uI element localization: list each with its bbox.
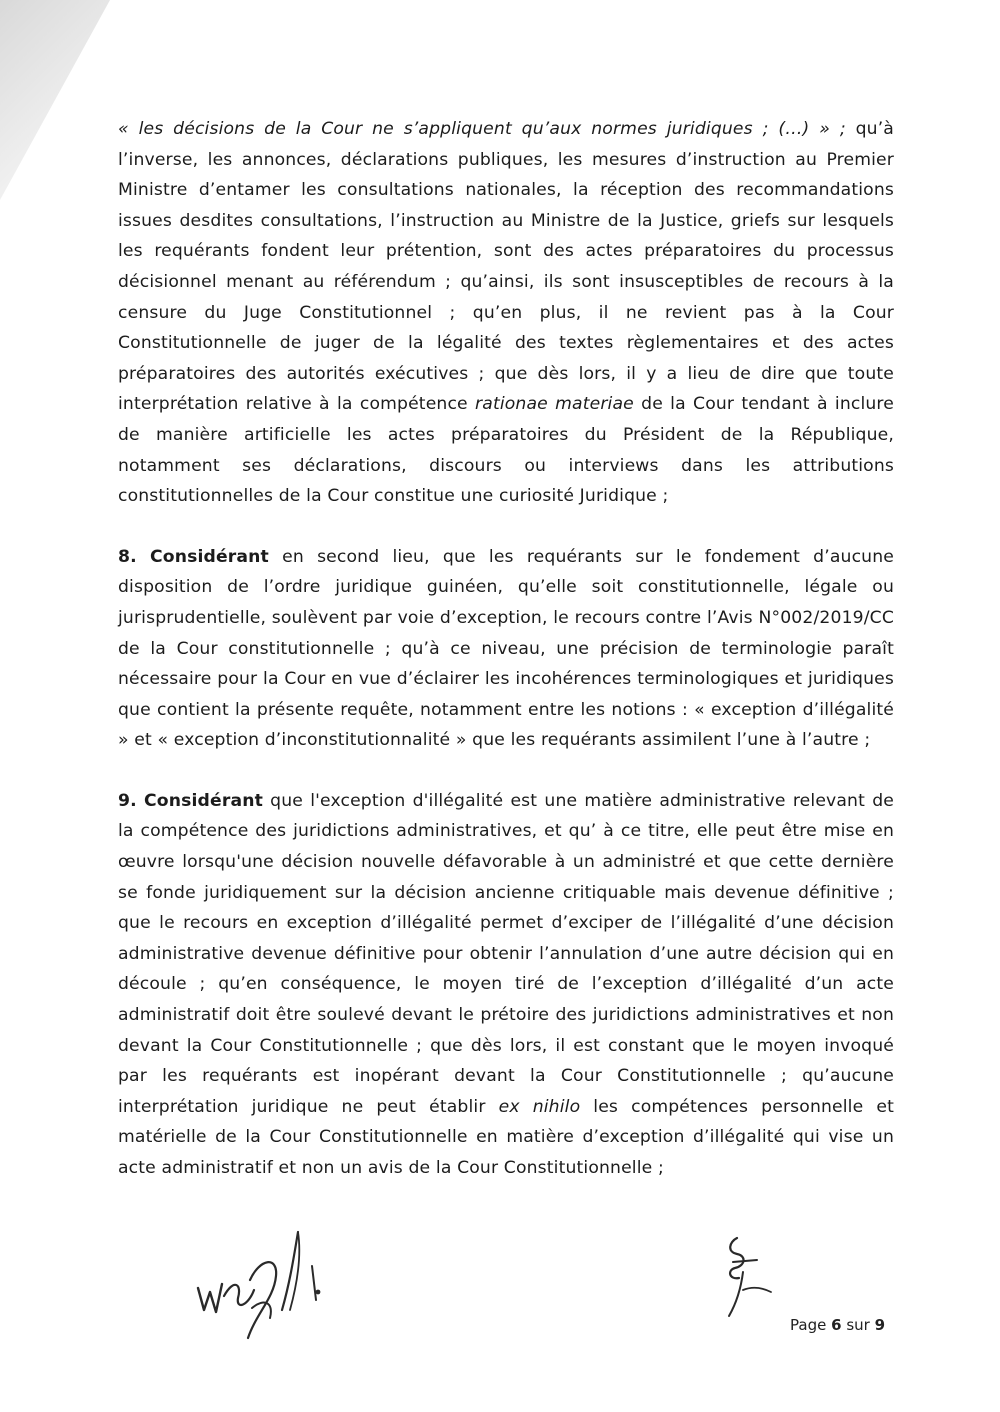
- page-label: Page: [790, 1316, 827, 1334]
- latin-term: ex nihilo: [498, 1096, 581, 1117]
- page-number: [790, 1316, 885, 1334]
- paragraph-number: 8.: [118, 546, 137, 567]
- paragraph-text: en second lieu, que les requérants sur le fondement d’aucune disposition de l’ordre juridique guinéen, qu’elle soit constitutionnelle, légale ou jurisprudentielle, soulèvent par voie d’exception, le recours contre l’Avis N°002/2019/CC de la Cour constitutionnelle ; qu’à ce niveau, une précision de terminologie paraît nécessaire pour la Cour en vue d’éclairer les incohérences terminologiques et juridiques que contient la présente requête, notamment entre les notions : « exception d’illégalité » et « exception d’inconstitutionnalité » que les requérants assimilent l’une à l’autre ;: [118, 546, 894, 751]
- paragraph-7-continuation: [118, 114, 894, 512]
- paragraph-9: [118, 786, 894, 1184]
- paragraph-text: de la Cour tendant à inclure de manière artificielle les actes préparatoires du Président de la République, notamment ses déclarations, discours ou interviews dans les attributions constitutionnelles de la Cour constitue une curiosité Juridique ;: [118, 394, 894, 507]
- page-current: 6: [831, 1316, 842, 1334]
- document-body: [118, 114, 894, 1184]
- paragraph-lead: Considérant: [150, 546, 269, 567]
- paragraph-8: [118, 542, 894, 756]
- paragraph-number: 9.: [118, 790, 137, 811]
- paragraph-text: que l'exception d'illégalité est une matière administrative relevant de la compétence des juridictions administratives, et qu’ à ce titre, elle peut être mise en œuvre lorsqu'une décision nouvelle défavorable à un administré et que cette dernière se fonde juridiquement sur la décision ancienne critiquable mais devenue définitive ; que le recours en exception d’illégalité permet d’exciper de l’illégalité d’une décision administrative devenue définitive pour obtenir l’annulation d’une autre décision qui en découle ; qu’en conséquence, le moyen tiré de l’exception d’illégalité d’un acte administratif doit être soulevé devant le prétoire des juridictions administratives et non devant la Cour Constitutionnelle ; que dès lors, il est constant que le moyen invoqué par les requérants est inopérant devant la Cour Constitutionnelle ; qu’aucune interprétation juridique ne peut établir: [118, 790, 894, 1117]
- signature-right: [715, 1232, 775, 1322]
- paragraph-text: les compétences personnelle et matérielle de la Cour Constitutionnelle en matière d’exception d’illégalité qui vise un acte administratif et non un avis de la Cour Constitutionnelle ;: [118, 1096, 894, 1178]
- signature-left: [190, 1218, 340, 1348]
- latin-term: rationae materiae: [475, 394, 634, 415]
- quote-text: « les décisions de la Cour ne s’appliquent qu’aux normes juridiques ; (…) » ;: [118, 119, 846, 139]
- page-total: 9: [874, 1316, 886, 1334]
- paragraph-text: qu’à l’inverse, les annonces, déclarations publiques, les mesures d’instruction au Premier Ministre d’entamer les consultations nationales, la réception des recommandations issues desdites consultations, l’instruction au Ministre de la Justice, griefs sur lesquels les requérants fondent leur prétention, sont des actes préparatoires du processus décisionnel menant au référendum ; qu’ainsi, ils sont insusceptibles de recours à la censure du Juge Constitutionnel ; qu’en plus, il ne revient pas à la Cour Constitutionnelle de juger de la légalité des textes règlementaires et des actes préparatoires des autorités exécutives ; que dès lors, il y a lieu de dire que toute interprétation relative à la compétence: [118, 119, 894, 415]
- page-of: sur: [846, 1316, 870, 1334]
- scan-corner-shadow: [0, 0, 110, 200]
- paragraph-lead: Considérant: [144, 790, 263, 811]
